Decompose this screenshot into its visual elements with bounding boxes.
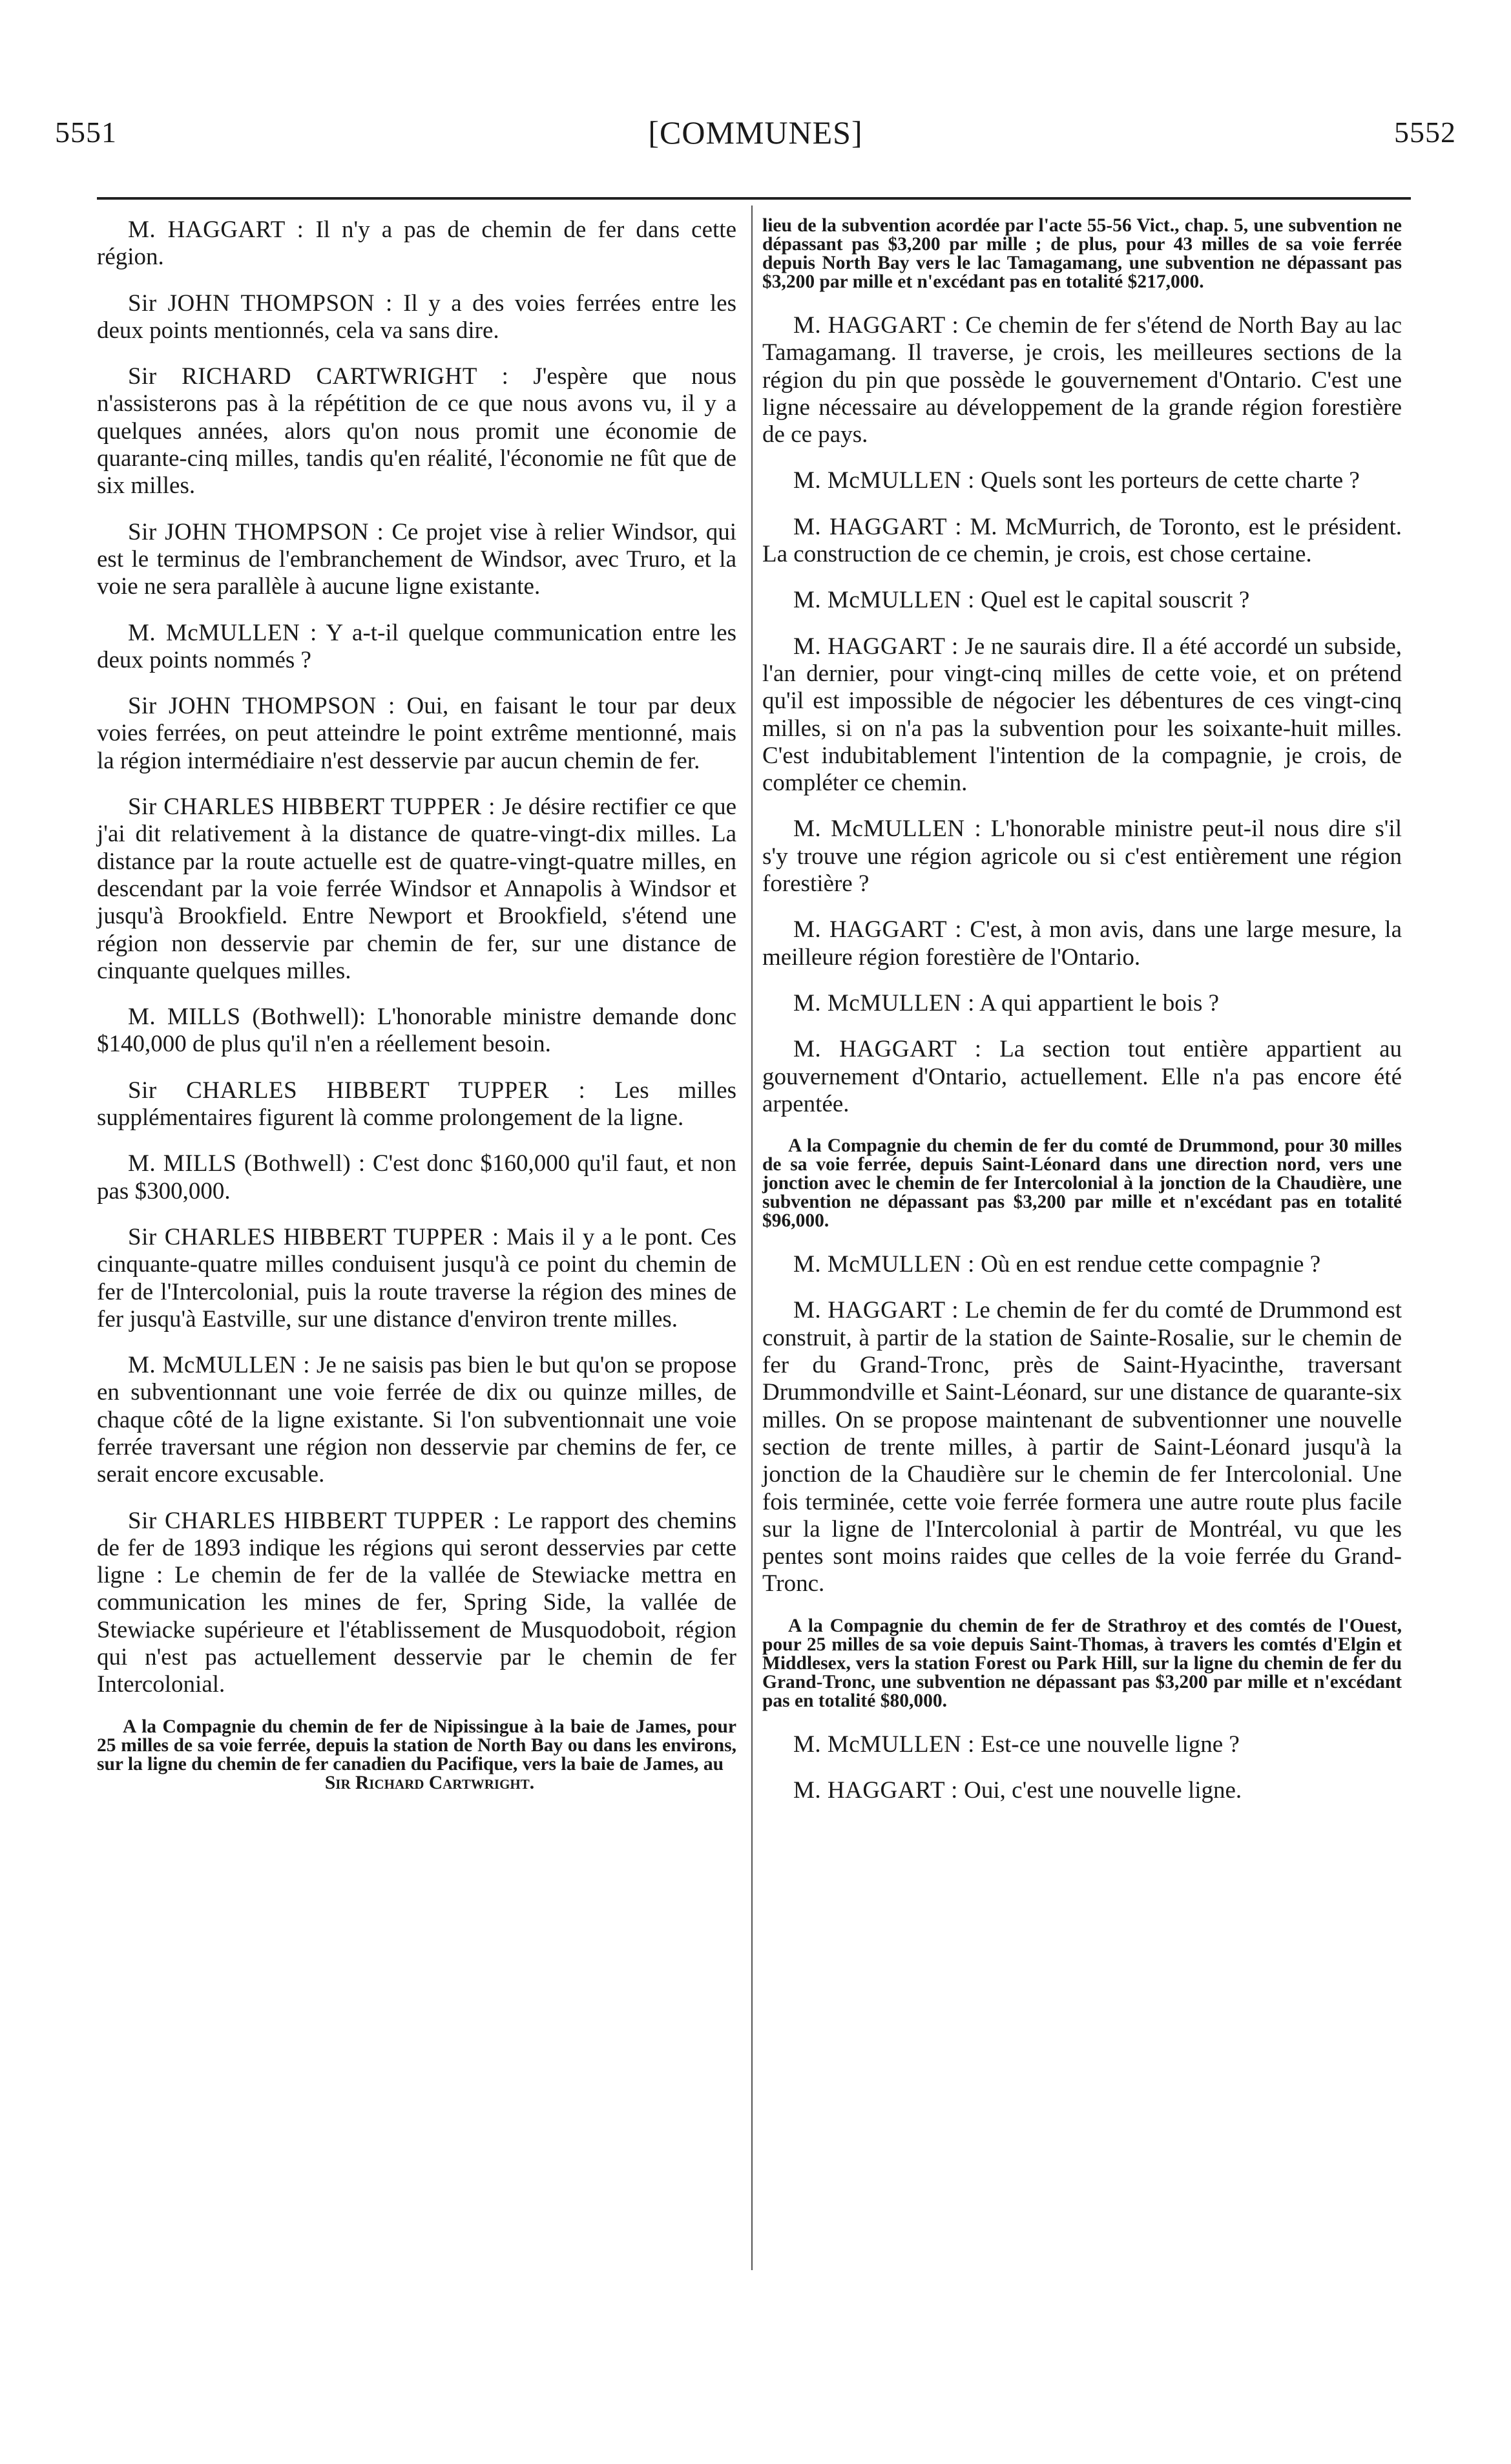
speaker-name: Sir JOHN THOMPSON : — [128, 693, 395, 720]
resolution-text: A la Compagnie du chemin de fer de Nipissingue à la baie de James, pour 25 milles de sa voie ferrée, depuis la station de North Bay ou dans les environs, sur la ligne du chemin de fer canadien du Pacifique, vers la baie de James, au — [97, 1716, 736, 1774]
speaker-name: M. McMULLEN : — [128, 619, 317, 646]
speech-text: A qui appartient le bois ? — [979, 989, 1220, 1016]
speaker-name: Sir JOHN THOMPSON : — [128, 290, 393, 317]
speech-text: La section tout entière appartient au gouvernement d'Ontario, actuellement. Elle n'a pas encore été arpentée. — [762, 1036, 1402, 1117]
resolution-signature: Sir Richard Cartwright. — [324, 1772, 535, 1793]
speaker-name: M. McMULLEN : — [793, 1251, 975, 1278]
right-column — [762, 216, 1402, 1823]
speech-text: C'est donc $160,000 qu'il faut, et non pas $300,000. — [97, 1150, 737, 1205]
speaker-name: M. McMULLEN : — [793, 816, 982, 843]
speech-paragraph — [762, 916, 1402, 971]
speech-text: Il n'y a pas de chemin de fer dans cette région. — [97, 216, 736, 271]
speech-paragraph — [762, 1297, 1402, 1597]
speaker-name: M. McMULLEN : — [793, 1731, 975, 1758]
speech-paragraph — [97, 1352, 736, 1488]
speech-paragraph — [762, 1036, 1402, 1118]
speech-text: Où en est rendue cette compagnie ? — [981, 1251, 1321, 1278]
speech-paragraph — [762, 514, 1402, 569]
speaker-name: M. HAGGART : — [793, 312, 959, 339]
speech-text: M. McMurrich, de Toronto, est le président. La construction de ce chemin, je crois, est chose certaine. — [762, 513, 1402, 568]
header-rule — [97, 197, 1411, 200]
speech-text: Il y a des voies ferrées entre les deux points mentionnés, cela va sans dire. — [97, 290, 736, 344]
speech-paragraph — [97, 693, 736, 775]
speech-text: Quel est le capital souscrit ? — [981, 587, 1250, 614]
speaker-name: M. HAGGART : — [128, 216, 304, 243]
speaker-name: M. HAGGART : — [793, 916, 963, 943]
speaker-name: M. HAGGART : — [793, 633, 959, 660]
speech-text: Je ne saurais dire. Il a été accordé un subside, l'an dernier, pour vingt-cinq milles de cette voie, et on prétend qu'il est impossible de négocier les débentures de ces vingt-cinq milles, si on n'a pas la subvention pour les soixante-huit milles. C'est indubitablement l'intention de la compagnie, je crois, de compléter ce chemin. — [762, 633, 1402, 797]
page-number-left: 5551 — [55, 116, 117, 149]
speech-paragraph — [762, 633, 1402, 797]
speech-paragraph — [762, 1731, 1402, 1758]
speech-text: Ce chemin de fer s'étend de North Bay au lac Tamagamang. Il traverse, je crois, les meilleures sections de la région du pin que possède le gouvernement d'Ontario. C'est une ligne nécessaire au développement de la grande région forestière de ce pays. — [762, 312, 1402, 448]
speaker-name: M. McMULLEN : — [793, 989, 975, 1016]
speech-text: Je ne saisis pas bien le but qu'on se propose en subventionnant une voie ferrée de dix ou quinze milles, de chaque côté de la ligne existante. Si l'on subventionnait une voie ferrée traversant une région non desservie par chemins de fer, ce serait encore excusable. — [97, 1352, 737, 1488]
page-number-right: 5552 — [1394, 116, 1456, 149]
speaker-name: M. HAGGART : — [793, 1036, 982, 1063]
speech-paragraph — [97, 1004, 736, 1058]
subsidy-resolution: A la Compagnie du chemin de fer du comté de Drummond, pour 30 milles de sa voie ferrée, depuis Saint-Léonard dans une direction nord, vers une jonction avec le chemin de fer Intercolonial à la jonction de la Chaudière, une subvention ne dépassant pas $3,200 par mille et n'excédant pas en totalité $96,000. — [762, 1135, 1402, 1232]
speaker-name: M. McMULLEN : — [793, 467, 975, 494]
speech-paragraph — [97, 1508, 736, 1699]
speech-paragraph — [762, 1251, 1402, 1278]
speaker-name: M. HAGGART : — [793, 513, 963, 540]
speech-text: Le rapport des chemins de fer de 1893 indique les régions qui seront desservies par cette ligne : Le chemin de fer de la vallée de Stewiacke mettra en communication les mines de fer, Spring Side, la vallée de Stewiacke supérieure et l'établissement de Musquodoboit, région qui n'est pas actuellement desservie par le chemin de fer Intercolonial. — [97, 1507, 737, 1698]
speaker-name: Sir JOHN THOMPSON : — [128, 518, 384, 545]
subsidy-resolution-continued: lieu de la subvention acordée par l'acte 55-56 Vict., chap. 5, une subvention ne dépassant pas $3,200 par mille ; de plus, pour 43 milles de sa voie ferrée depuis North Bay vers le lac Tamagamang, une subvention ne dépassant pas $3,200 par mille et n'excédant pas en totalité $217,000. — [762, 215, 1402, 292]
speech-text: Ce projet vise à relier Windsor, qui est le terminus de l'embranchement de Windsor, avec Truro, et la voie ne sera parallèle à aucune ligne existante. — [97, 518, 737, 600]
speaker-name: M. HAGGART : — [793, 1297, 959, 1324]
page-title: [COMMUNES] — [648, 114, 863, 151]
speech-paragraph — [97, 363, 736, 500]
speaker-name: M. MILLS (Bothwell) : — [128, 1150, 366, 1177]
speaker-name: M. MILLS (Bothwell): — [128, 1004, 366, 1031]
speaker-name: Sir CHARLES HIBBERT TUPPER : — [128, 1223, 499, 1250]
speech-paragraph — [97, 519, 736, 601]
subsidy-resolution: A la Compagnie du chemin de fer de Strathroy et des comtés de l'Ouest, pour 25 milles de sa voie depuis Saint-Thomas, à travers les comtés d'Elgin et Middlesex, vers la station Forest ou Park Hill, sur la ligne du chemin de fer du Grand-Tronc, une subvention ne dépassant pas $3,200 par mille et n'excédant pas en totalité $80,000. — [762, 1615, 1402, 1711]
speech-paragraph — [762, 312, 1402, 448]
speech-paragraph — [97, 1224, 736, 1333]
speech-text: Le chemin de fer du comté de Drummond est construit, à partir de la station de Sainte-Rosalie, sur le chemin de fer du Grand-Tronc, près de Saint-Hyacinthe, traversant Drummondville et Saint-Léonard, sur une distance de quarante-six milles. On se propose maintenant de subventionner une nouvelle section de trente milles, à partir de Saint-Léonard jusqu'à la jonction de la Chaudière sur le chemin de fer Intercolonial. Une fois terminée, cette voie ferrée formera une autre route plus facile sur la ligne de l'Intercolonial à partir de Montréal, vu que les pentes sont moins raides que celles de la voie ferrée du Grand-Tronc. — [762, 1297, 1402, 1597]
speech-text: Est-ce une nouvelle ligne ? — [981, 1731, 1240, 1758]
speech-text: L'honorable ministre demande donc $140,000 de plus qu'il n'en a réellement besoin. — [97, 1004, 737, 1058]
page-header — [55, 113, 1456, 165]
speech-paragraph — [97, 216, 736, 271]
speech-paragraph — [762, 467, 1402, 494]
speech-text: C'est, à mon avis, dans une large mesure, la meilleure région forestière de l'Ontario. — [762, 916, 1402, 971]
subsidy-resolution — [97, 1718, 736, 1793]
speaker-name: Sir CHARLES HIBBERT TUPPER : — [128, 794, 495, 821]
speech-paragraph — [97, 1077, 736, 1132]
speaker-name: M. McMULLEN : — [793, 587, 975, 614]
speech-paragraph — [97, 620, 736, 675]
speech-paragraph — [762, 1777, 1402, 1804]
speech-text: Oui, c'est une nouvelle ligne. — [964, 1776, 1242, 1804]
speech-paragraph — [762, 990, 1402, 1017]
speech-text: Oui, en faisant le tour par deux voies ferrées, on peut atteindre le point extrême mentionné, mais la région intermédiaire n'est desservie par aucun chemin de fer. — [97, 693, 736, 774]
speech-text: Mais il y a le pont. Ces cinquante-quatre milles conduisent jusqu'à ce point du chemin de fer de l'Intercolonial, puis la route traverse la région des mines de fer jusqu'à Eastville, sur une distance d'environ trente milles. — [97, 1223, 737, 1332]
speech-text: Y a-t-il quelque communication entre les deux points nommés ? — [97, 619, 736, 673]
speech-text: J'espère que nous n'assisterons pas à la répétition de ce que nous avons vu, il y a quelques années, alors qu'on nous promit une économie de quarante-cinq milles, tandis qu'en réalité, l'économie ne fût que de six milles. — [97, 363, 737, 500]
speech-paragraph — [97, 1150, 736, 1205]
column-divider — [751, 205, 753, 2270]
speaker-name: M. McMULLEN : — [128, 1352, 311, 1379]
left-column — [97, 216, 736, 1813]
speech-text: L'honorable ministre peut-il nous dire s'il s'y trouve une région agricole ou si c'est entièrement une région forestière ? — [762, 816, 1402, 898]
speech-text: Les milles supplémentaires figurent là comme prolongement de la ligne. — [97, 1077, 737, 1132]
speaker-name: Sir RICHARD CARTWRIGHT : — [128, 363, 509, 390]
speech-paragraph — [762, 816, 1402, 898]
speaker-name: Sir CHARLES HIBBERT TUPPER : — [128, 1077, 586, 1104]
speech-paragraph — [97, 290, 736, 345]
speaker-name: Sir CHARLES HIBBERT TUPPER : — [128, 1507, 501, 1534]
speech-paragraph — [97, 794, 736, 985]
speech-text: Quels sont les porteurs de cette charte ? — [981, 467, 1360, 494]
speech-paragraph — [762, 587, 1402, 614]
speaker-name: M. HAGGART : — [793, 1776, 958, 1804]
speech-text: Je désire rectifier ce que j'ai dit relativement à la distance de quatre-vingt-dix milles. La distance par la route actuelle est de quatre-vingt-quatre milles, en descendant par la voie ferrée Windsor et Annapolis à Windsor et jusqu'à Brookfield. Entre Newport et Brookfield, s'étend une région non desservie par chemin de fer, sur une distance de cinquante quelques milles. — [97, 794, 736, 984]
